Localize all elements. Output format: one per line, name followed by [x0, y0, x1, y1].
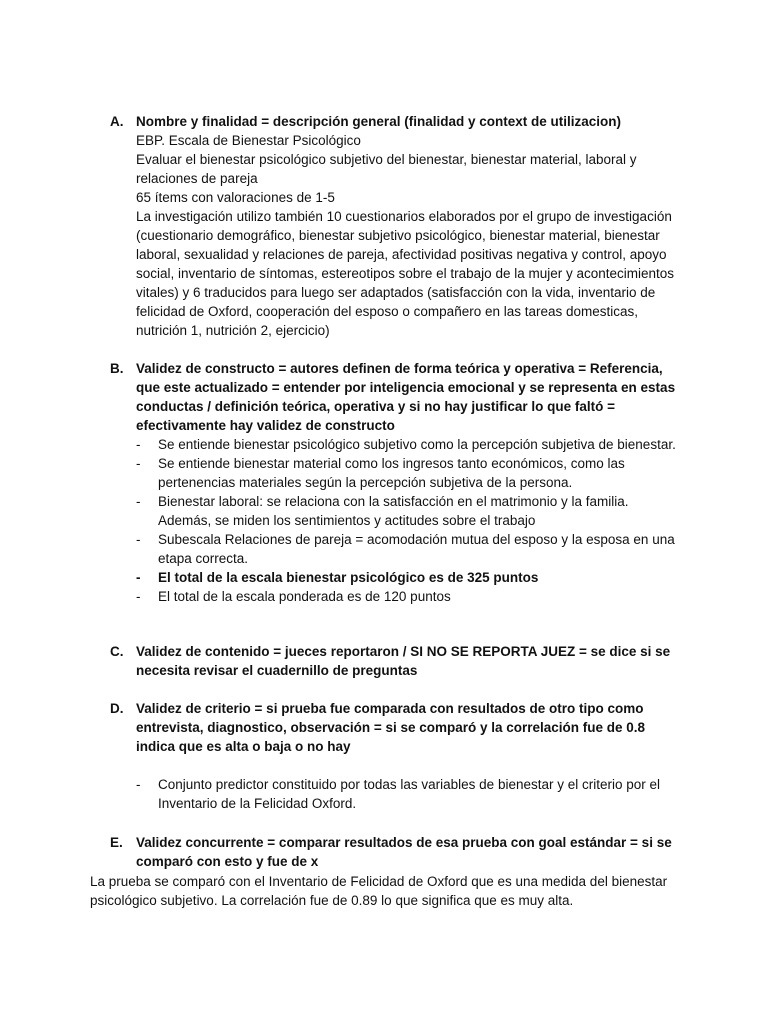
dash-marker: - [136, 456, 141, 471]
dash-marker: - [136, 437, 141, 452]
section-heading: Validez de constructo = autores definen de forma teórica y operativa = Referencia, que este actualizado = entender por inteligencia emocional y se representa en estas conductas / definición teórica, operativa y si no hay justificar lo que faltó = efectivamente hay validez de constructo [136, 361, 676, 433]
dash-marker: - [136, 532, 141, 547]
section-body [136, 642, 682, 680]
section-heading: Nombre y finalidad = descripción general (finalidad y context de utilizacion) [136, 114, 621, 129]
section-heading: Validez concurrente = comparar resultados de esa prueba con goal estándar = si se comparó con esto y fue de x [136, 835, 672, 869]
dash-marker: - [136, 589, 141, 604]
scale-name: EBP. Escala de Bienestar Psicológico [136, 133, 361, 148]
list-item: - Bienestar laboral: se relaciona con la satisfacción en el matrimonio y la familia. Además, se miden los sentimientos y actitudes sobre el trabajo [136, 494, 629, 528]
section-body [136, 833, 682, 871]
list-item: - El total de la escala bienestar psicológico es de 325 puntos [136, 570, 539, 585]
list-item: - Conjunto predictor constituido por todas las variables de bienestar y el criterio por el Inventario de la Felicidad Oxford. [136, 777, 661, 811]
section-letter: E. [110, 835, 123, 850]
item-count: 65 ítems con valoraciones de 1-5 [136, 190, 335, 205]
bullet-list [136, 435, 682, 606]
dash-marker: - [136, 494, 141, 509]
closing-paragraph: La prueba se comparó con el Inventario de Felicidad de Oxford que es una medida del bienestar psicológico subjetivo. La correlación fue de 0.89 lo que significa que es muy alta. [90, 874, 668, 908]
section-letter: C. [110, 644, 124, 659]
dash-marker: - [136, 777, 141, 792]
section-letter: B. [110, 361, 124, 376]
section-letter: A. [110, 114, 124, 129]
section-heading: Validez de contenido = jueces reportaron / SI NO SE REPORTA JUEZ = se dice si se necesita revisar el cuadernillo de preguntas [136, 644, 671, 678]
list-item: - El total de la escala ponderada es de 120 puntos [136, 589, 451, 604]
section-body [136, 112, 682, 340]
list-item: - Se entiende bienestar material como los ingresos tanto económicos, como las pertenencias materiales según la percepción subjetiva de la persona. [136, 456, 625, 490]
research-description: La investigación utilizo también 10 cuestionarios elaborados por el grupo de investigación (cuestionario demográfico, bienestar subjetivo psicológico, bienestar material, bienestar laboral, sexualidad y relaciones de pareja, afectividad positivas negativa y control, apoyo social, inventario de síntomas, estereotipos sobre el trabajo de la mujer y acontecimientos vitales) y 6 traducidos para luego ser adaptados (satisfacción con la vida, inventario de felicidad de Oxford, cooperación del esposo o compañero en las tareas domesticas, nutrición 1, nutrición 2, ejercicio) [136, 209, 675, 338]
list-item: - Subescala Relaciones de pareja = acomodación mutua del esposo y la esposa en una etapa correcta. [136, 532, 675, 566]
dash-marker: - [136, 570, 141, 585]
scale-purpose: Evaluar el bienestar psicológico subjetivo del bienestar, bienestar material, laboral y relaciones de pareja [136, 152, 637, 186]
section-body [136, 699, 682, 813]
section-heading: Validez de criterio = si prueba fue comparada con resultados de otro tipo como entrevista, diagnostico, observación = si se comparó y la correlación fue de 0.8 indica que es alta o baja o no hay [136, 701, 646, 754]
bullet-list [136, 775, 682, 813]
section-letter: D. [110, 701, 124, 716]
list-item: - Se entiende bienestar psicológico subjetivo como la percepción subjetiva de bienestar. [136, 437, 676, 452]
section-body [136, 359, 682, 606]
